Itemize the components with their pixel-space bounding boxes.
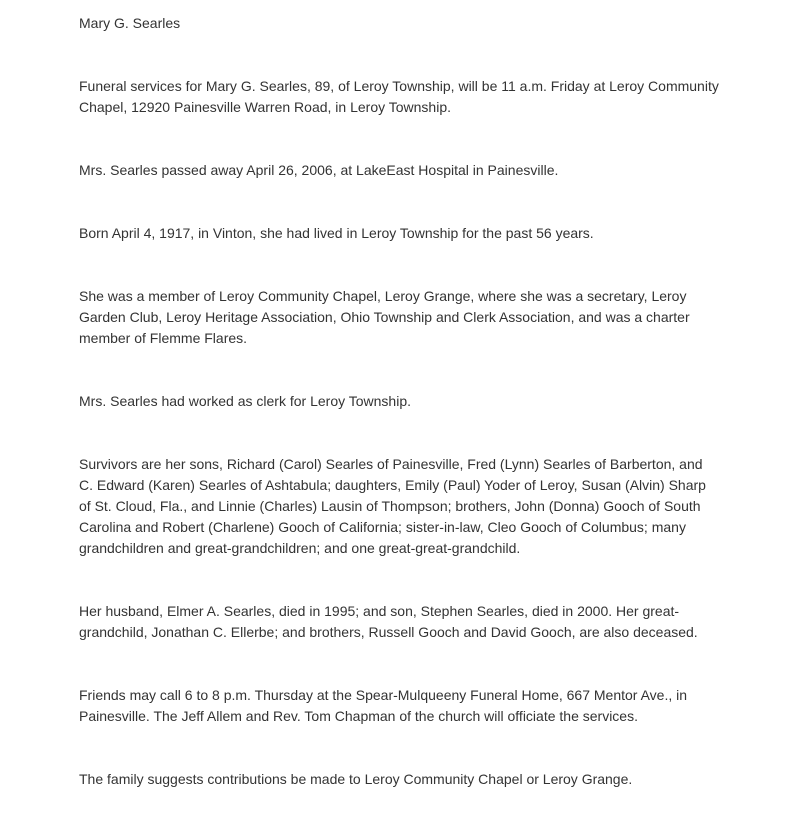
paragraph-deceased-relatives: Her husband, Elmer A. Searles, died in 1995; and son, Stephen Searles, died in 2000. Her great-grandchild, Jonathan C. Ellerbe; and brothers, Russell Gooch and David Gooch, are also deceased. [79, 603, 698, 640]
paragraph-birth: Born April 4, 1917, in Vinton, she had lived in Leroy Township for the past 56 years. [79, 225, 594, 241]
obituary-document [79, 13, 719, 832]
paragraph-occupation: Mrs. Searles had worked as clerk for Leroy Township. [79, 393, 411, 409]
paragraph-funeral-services: Funeral services for Mary G. Searles, 89, of Leroy Township, will be 11 a.m. Friday at Leroy Community Chapel, 12920 Painesville Warren Road, in Leroy Township. [79, 78, 719, 115]
paragraph-calling-hours: Friends may call 6 to 8 p.m. Thursday at the Spear-Mulqueeny Funeral Home, 667 Mentor Ave., in Painesville. The Jeff Allem and Rev. Tom Chapman of the church will officiate the services. [79, 687, 688, 724]
paragraph-survivors: Survivors are her sons, Richard (Carol) Searles of Painesville, Fred (Lynn) Searles of Barberton, and C. Edward (Karen) Searles of Ashtabula; daughters, Emily (Paul) Yoder of Leroy, Susan (Alvin) Sharp of St. Cloud, Fla., and Linnie (Charles) Lausin of Thompson; brothers, John (Donna) Gooch of South Carolina and Robert (Charlene) Gooch of California; sister-in-law, Cleo Gooch of Columbus; many grandchildren and great-grandchildren; and one great-great-grandchild. [79, 456, 706, 556]
paragraph-contributions: The family suggests contributions be made to Leroy Community Chapel or Leroy Grange. [79, 771, 633, 787]
obituary-title: Mary G. Searles [79, 15, 181, 31]
paragraph-memberships: She was a member of Leroy Community Chapel, Leroy Grange, where she was a secretary, Leroy Garden Club, Leroy Heritage Association, Ohio Township and Clerk Association, and was a charter member of Flemme Flares. [79, 288, 690, 346]
paragraph-passing: Mrs. Searles passed away April 26, 2006, at LakeEast Hospital in Painesville. [79, 162, 559, 178]
